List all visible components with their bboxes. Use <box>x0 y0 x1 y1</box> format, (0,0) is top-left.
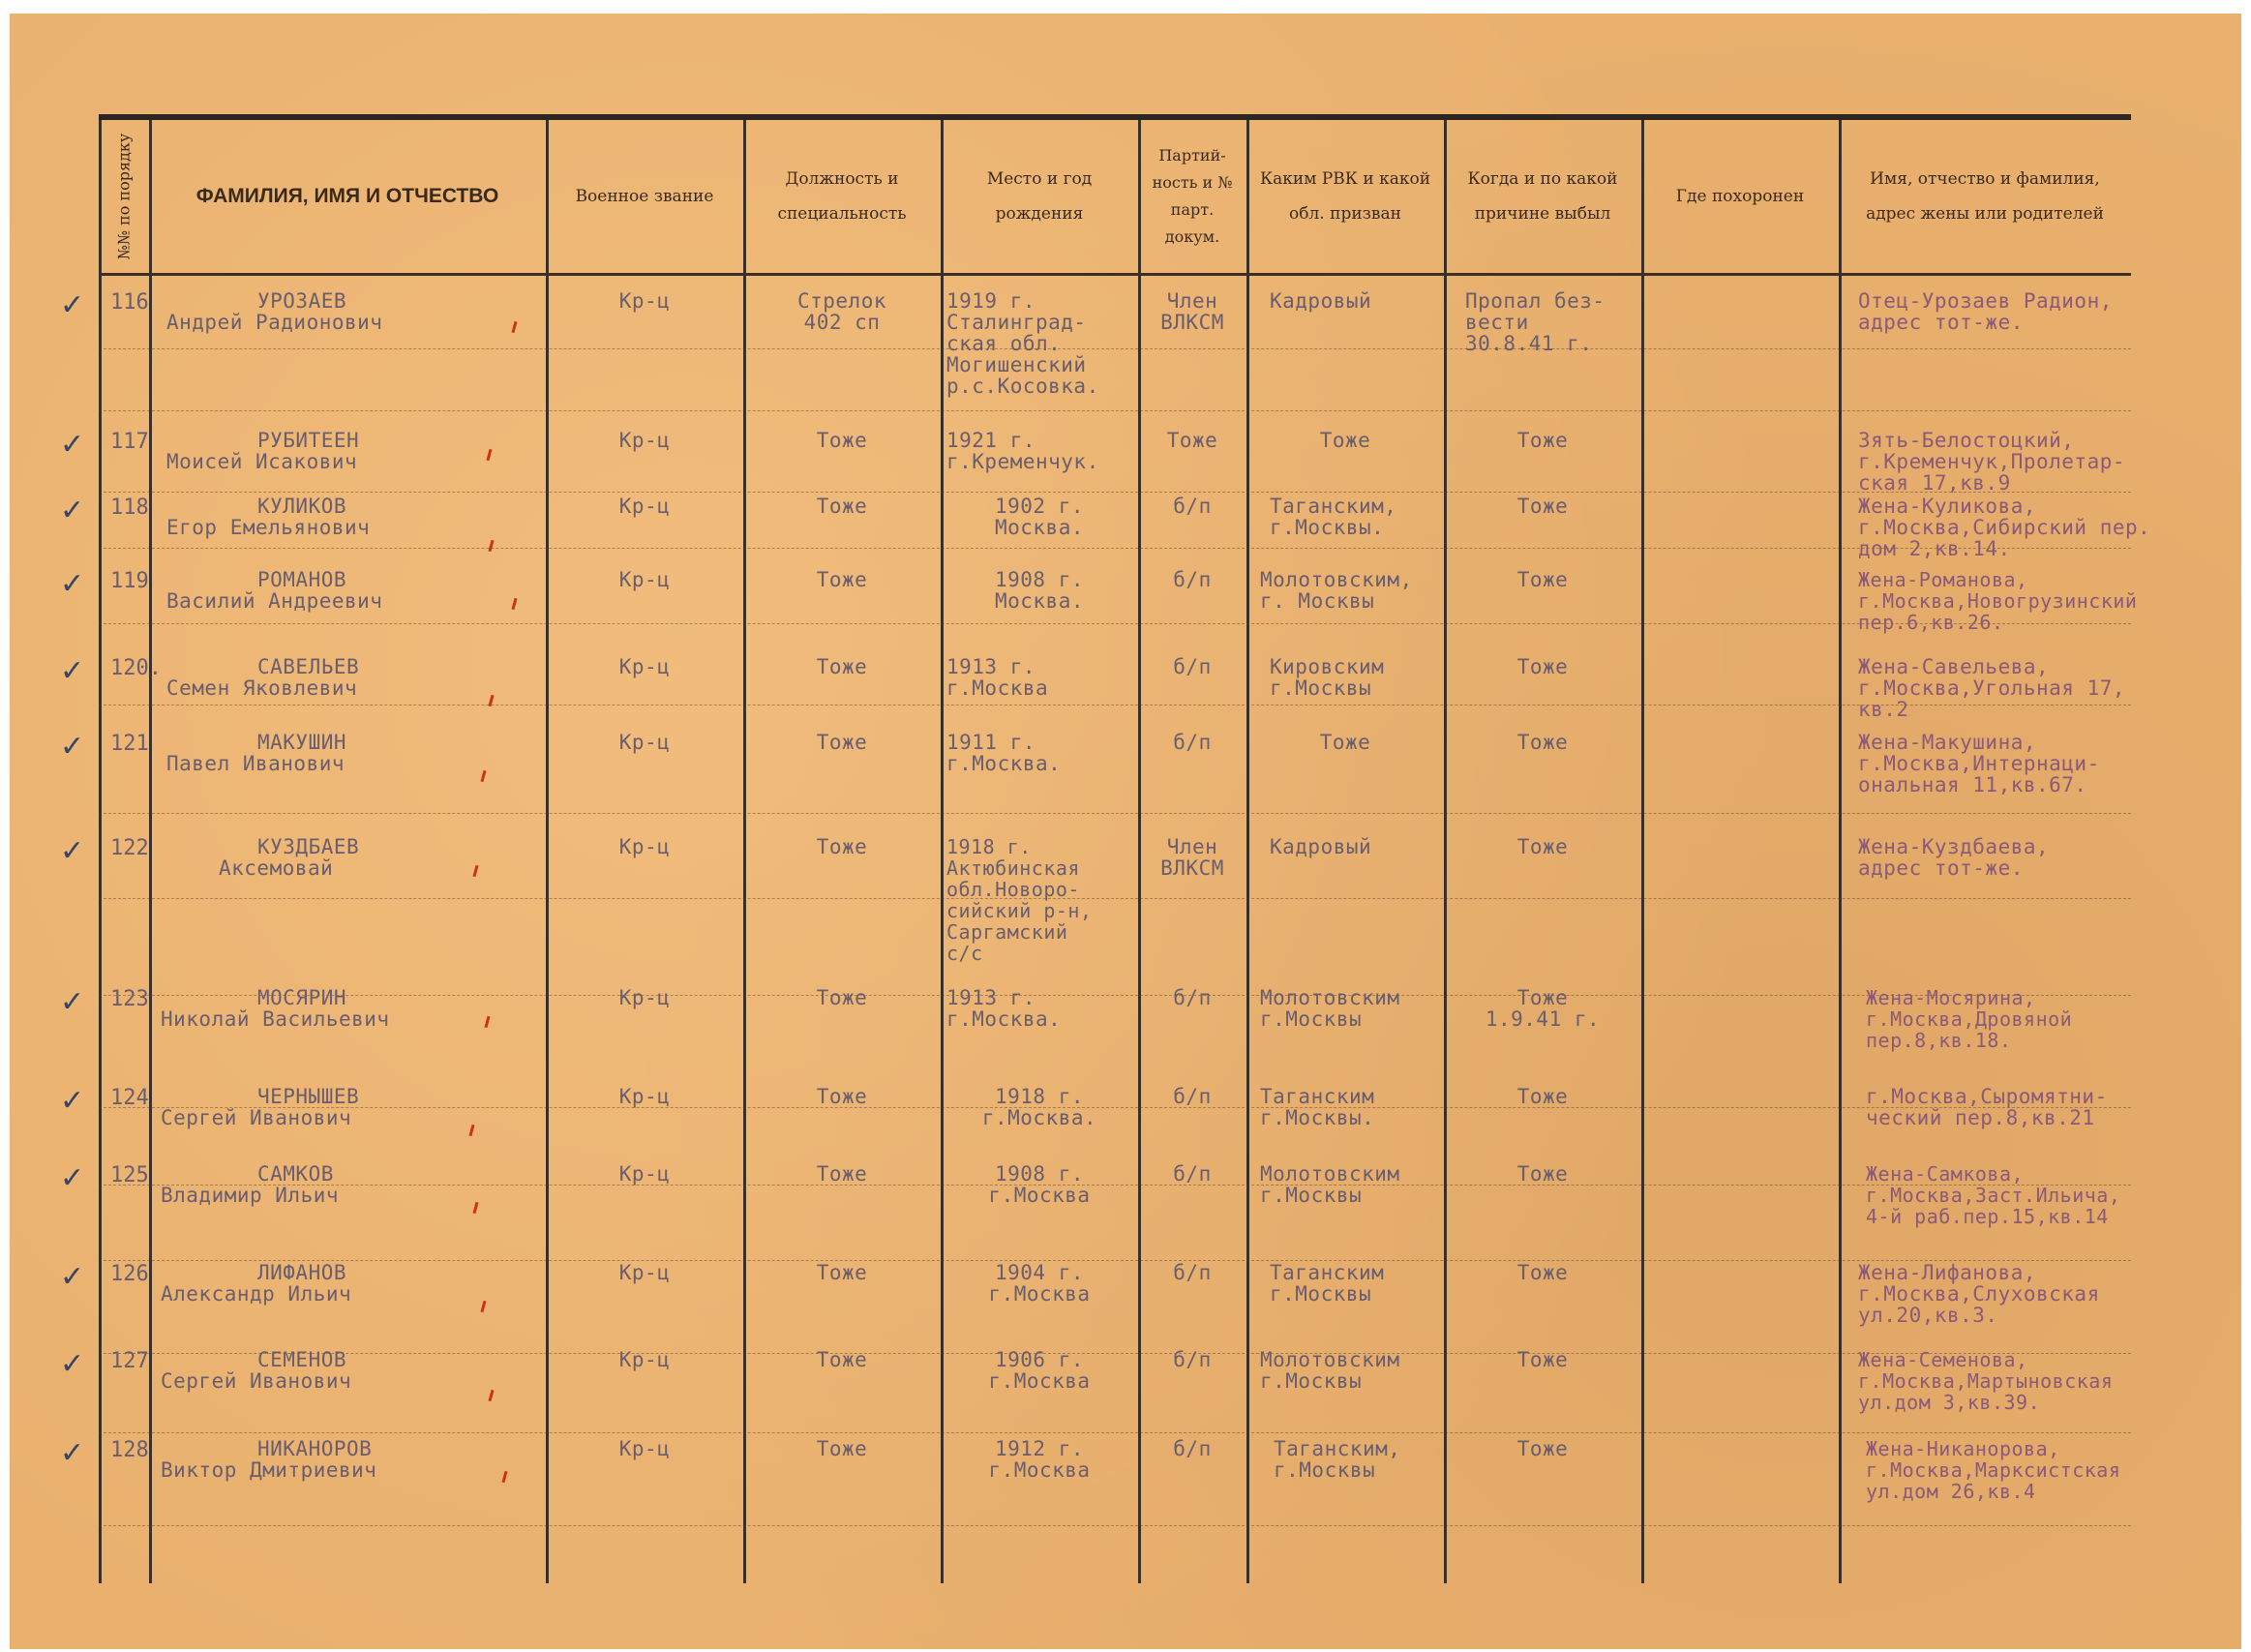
given-names: Аксемовай <box>219 856 334 880</box>
party: Член ВЛКСМ <box>1160 289 1224 334</box>
grid-line <box>1246 120 1249 1583</box>
position: Стрелок 402 сп <box>796 289 886 334</box>
position: Тоже <box>816 429 868 452</box>
header-bottom-line <box>99 273 2131 276</box>
header-rvk: Каким РВК и какой обл. призван <box>1259 169 1431 224</box>
party: б/п <box>1173 1348 1212 1371</box>
rvk: Тоже <box>1319 731 1371 754</box>
rvk: Тоже <box>1319 429 1371 452</box>
rvk: Кировским г.Москвы <box>1270 655 1385 700</box>
check-mark-icon: ✓ <box>60 567 85 601</box>
given-names: Владимир Ильич <box>161 1184 340 1207</box>
party: б/п <box>1173 568 1212 591</box>
red-tick-mark <box>511 321 517 333</box>
red-tick-mark <box>501 1471 507 1483</box>
check-mark-icon: ✓ <box>60 834 85 868</box>
red-tick-mark <box>511 598 517 610</box>
rule-line <box>99 492 2131 493</box>
rule-line <box>99 410 2131 411</box>
when: Тоже <box>1516 429 1569 452</box>
position: Тоже <box>816 986 868 1009</box>
relatives: Отец-Урозаев Радион, адрес тот-же. <box>1858 289 2113 334</box>
document-sheet <box>10 14 2241 1649</box>
grid-line <box>1839 120 1842 1583</box>
relatives: Жена-Куликова, г.Москва,Сибирский пер. дом 2,кв.14. <box>1858 495 2151 560</box>
rank: Кр-ц <box>618 1261 671 1284</box>
red-tick-mark <box>468 1125 474 1136</box>
party: б/п <box>1173 1085 1212 1108</box>
relatives: Жена-Лифанова, г.Москва,Слуховская ул.20,кв.3. <box>1858 1261 2100 1327</box>
header-num: №№ по порядку <box>114 133 133 260</box>
position: Тоже <box>816 495 868 518</box>
position: Тоже <box>816 1348 868 1371</box>
position: Тоже <box>816 1085 868 1108</box>
relatives: Зять-Белостоцкий, г.Кременчук,Пролетар- ская 17,кв.9 <box>1858 429 2126 495</box>
party: б/п <box>1173 655 1212 678</box>
when: Тоже <box>1516 1085 1569 1108</box>
rvk: Молотовским г.Москвы <box>1260 1162 1400 1207</box>
rvk: Таганским г.Москвы. <box>1260 1085 1375 1129</box>
relatives: Жена-Никанорова, г.Москва,Марксистская ул.дом 26,кв.4 <box>1866 1437 2121 1503</box>
birth: 1921 г. г.Кременчук. <box>946 429 1099 473</box>
rank: Кр-ц <box>618 1085 671 1108</box>
relatives: Жена-Макушина, г.Москва,Интернаци- ональная 11,кв.67. <box>1858 731 2100 796</box>
party: б/п <box>1173 986 1212 1009</box>
birth: 1912 г. г.Москва <box>988 1437 1091 1482</box>
birth: 1918 г. Актюбинская обл.Новоро- сийский р-н, Саргамский с/с <box>946 835 1093 965</box>
position: Тоже <box>816 568 868 591</box>
check-mark-icon: ✓ <box>60 494 85 527</box>
when: Тоже <box>1516 835 1569 858</box>
birth: 1918 г. г.Москва. <box>981 1085 1097 1129</box>
birth: 1911 г. г.Москва. <box>946 731 1062 775</box>
header-rank: Военное звание <box>575 187 714 206</box>
position: Тоже <box>816 1261 868 1284</box>
surname: СЕМЕНОВ <box>257 1348 347 1371</box>
surname: РУБИТЕЕН <box>257 429 360 452</box>
relatives: г.Москва,Сыромятни- ческий пер.8,кв.21 <box>1866 1085 2108 1129</box>
row-number: 119 <box>110 569 149 593</box>
casualty-table <box>60 120 2151 1583</box>
check-mark-icon: ✓ <box>60 730 85 764</box>
given-names: Андрей Радионович <box>166 311 383 334</box>
when: Тоже <box>1516 1261 1569 1284</box>
party: б/п <box>1173 731 1212 754</box>
row-number: 118 <box>110 496 149 520</box>
check-mark-icon: ✓ <box>60 428 85 462</box>
surname: КУЛИКОВ <box>257 495 347 518</box>
row-number: 116 <box>110 290 149 315</box>
rank: Кр-ц <box>618 986 671 1009</box>
party: б/п <box>1173 1437 1212 1460</box>
party: б/п <box>1173 495 1212 518</box>
birth: 1913 г. г.Москва <box>946 655 1049 700</box>
row-number: 125 <box>110 1163 149 1187</box>
rule-line <box>99 623 2131 624</box>
rule-line <box>99 548 2131 549</box>
surname: КУЗДБАЕВ <box>257 835 360 858</box>
when: Тоже <box>1516 731 1569 754</box>
grid-line <box>99 120 102 1583</box>
check-mark-icon: ✓ <box>60 1347 85 1381</box>
rank: Кр-ц <box>618 568 671 591</box>
when: Тоже <box>1516 568 1569 591</box>
red-tick-mark <box>480 770 486 782</box>
when: Тоже <box>1516 1162 1569 1186</box>
check-mark-icon: ✓ <box>60 1260 85 1294</box>
check-mark-icon: ✓ <box>60 1161 85 1195</box>
rule-line <box>99 1432 2131 1433</box>
header-name: ФАМИЛИЯ, ИМЯ И ОТЧЕСТВО <box>195 185 499 207</box>
party: Тоже <box>1166 429 1218 452</box>
rank: Кр-ц <box>618 1348 671 1371</box>
grid-line <box>149 120 152 1583</box>
given-names: Виктор Дмитриевич <box>161 1458 377 1482</box>
when: Тоже <box>1516 1348 1569 1371</box>
birth: 1913 г. г.Москва. <box>946 986 1062 1031</box>
check-mark-icon: ✓ <box>60 1436 85 1470</box>
surname: ЛИФАНОВ <box>257 1261 347 1284</box>
row-number: 120. <box>110 656 162 680</box>
surname: САМКОВ <box>257 1162 334 1186</box>
position: Тоже <box>816 731 868 754</box>
party: б/п <box>1173 1162 1212 1186</box>
rank: Кр-ц <box>618 1162 671 1186</box>
row-number: 128 <box>110 1438 149 1462</box>
grid-line <box>1641 120 1644 1583</box>
rvk: Таганским, г.Москвы <box>1274 1437 1401 1482</box>
row-number: 122 <box>110 836 149 860</box>
surname: ЧЕРНЫШЕВ <box>257 1085 360 1108</box>
red-tick-mark <box>472 1202 478 1214</box>
relatives: Жена-Семенова, г.Москва,Мартыновская ул.дом 3,кв.39. <box>1858 1348 2114 1414</box>
rvk: Таганским, г.Москвы. <box>1270 495 1397 539</box>
given-names: Моисей Исакович <box>166 450 358 473</box>
row-number: 124 <box>110 1086 149 1110</box>
party: Член ВЛКСМ <box>1160 835 1224 880</box>
given-names: Сергей Иванович <box>161 1106 352 1129</box>
given-names: Егор Емельянович <box>166 516 371 539</box>
rule-line <box>99 705 2131 706</box>
header-birth: Место и год рождения <box>986 169 1093 224</box>
relatives: Жена-Куздбаева, адрес тот-же. <box>1858 835 2050 880</box>
birth: 1902 г. Москва. <box>994 495 1084 539</box>
red-tick-mark <box>472 865 478 877</box>
when: Тоже <box>1516 495 1569 518</box>
relatives: Жена-Савельева, г.Москва,Угольная 17, кв.2 <box>1858 655 2126 721</box>
rule-line <box>99 898 2131 899</box>
header-position: Должность и специальность <box>777 169 907 224</box>
header-party: Партий-ность и № парт. докум. <box>1152 146 1233 246</box>
given-names: Павел Иванович <box>166 752 345 775</box>
position: Тоже <box>816 1437 868 1460</box>
header-buried: Где похоронен <box>1675 187 1805 206</box>
when: Пропал без- вести 30.8.41 г. <box>1465 289 1606 355</box>
surname: МОСЯРИН <box>257 986 347 1009</box>
header-relatives: Имя, отчество и фамилия, адрес жены или родителей <box>1866 169 2104 224</box>
position: Тоже <box>816 655 868 678</box>
row-number: 126 <box>110 1262 149 1286</box>
rank: Кр-ц <box>618 731 671 754</box>
check-mark-icon: ✓ <box>60 288 85 322</box>
birth: 1904 г. г.Москва <box>988 1261 1091 1306</box>
position: Тоже <box>816 1162 868 1186</box>
rank: Кр-ц <box>618 429 671 452</box>
birth: 1906 г. г.Москва <box>988 1348 1091 1393</box>
check-mark-icon: ✓ <box>60 1084 85 1118</box>
rvk: Кадровый <box>1270 835 1372 858</box>
row-number: 121 <box>110 732 149 756</box>
birth: 1908 г. г.Москва <box>988 1162 1091 1207</box>
rvk: Кадровый <box>1270 289 1372 313</box>
given-names: Сергей Иванович <box>161 1369 352 1393</box>
rank: Кр-ц <box>618 1437 671 1460</box>
red-tick-mark <box>488 540 494 552</box>
red-tick-mark <box>484 1016 490 1028</box>
party: б/п <box>1173 1261 1212 1284</box>
rule-line <box>99 995 2131 996</box>
birth: 1908 г. Москва. <box>994 568 1084 613</box>
given-names: Александр Ильич <box>161 1282 352 1306</box>
surname: САВЕЛЬЕВ <box>257 655 360 678</box>
red-tick-mark <box>488 1390 494 1401</box>
rank: Кр-ц <box>618 655 671 678</box>
rule-line <box>99 348 2131 349</box>
rvk: Молотовским г.Москвы <box>1260 1348 1400 1393</box>
rvk: Таганским г.Москвы <box>1270 1261 1385 1306</box>
row-number: 127 <box>110 1349 149 1373</box>
given-names: Николай Васильевич <box>161 1007 390 1031</box>
birth: 1919 г. Сталинград- ская обл. Могишенский р.с.Косовка. <box>946 289 1099 398</box>
surname: УРОЗАЕВ <box>257 289 347 313</box>
relatives: Жена-Романова, г.Москва,Новогрузинский пер.6,кв.26. <box>1858 568 2138 634</box>
position: Тоже <box>816 835 868 858</box>
rank: Кр-ц <box>618 495 671 518</box>
relatives: Жена-Мосярина, г.Москва,Дровяной пер.8,кв.18. <box>1866 986 2073 1052</box>
rule-line <box>99 813 2131 814</box>
check-mark-icon: ✓ <box>60 985 85 1019</box>
surname: НИКАНОРОВ <box>257 1437 373 1460</box>
rule-line <box>99 1260 2131 1261</box>
rvk: Молотовским, г. Москвы <box>1260 568 1413 613</box>
when: Тоже <box>1516 655 1569 678</box>
rank: Кр-ц <box>618 289 671 313</box>
header-when: Когда и по какой причине выбыл <box>1467 169 1618 224</box>
rule-line <box>99 1525 2131 1526</box>
red-tick-mark <box>480 1301 486 1312</box>
when: Тоже <box>1516 1437 1569 1460</box>
red-tick-mark <box>486 449 492 461</box>
check-mark-icon: ✓ <box>60 654 85 688</box>
row-number: 123 <box>110 987 149 1011</box>
given-names: Василий Андреевич <box>166 589 383 613</box>
surname: РОМАНОВ <box>257 568 347 591</box>
surname: МАКУШИН <box>257 731 347 754</box>
relatives: Жена-Самкова, г.Москва,Заст.Ильича, 4-й раб.пер.15,кв.14 <box>1866 1162 2121 1228</box>
given-names: Семен Яковлевич <box>166 676 358 700</box>
rank: Кр-ц <box>618 835 671 858</box>
when: Тоже 1.9.41 г. <box>1485 986 1601 1031</box>
rvk: Молотовским г.Москвы <box>1260 986 1400 1031</box>
row-number: 117 <box>110 430 149 454</box>
